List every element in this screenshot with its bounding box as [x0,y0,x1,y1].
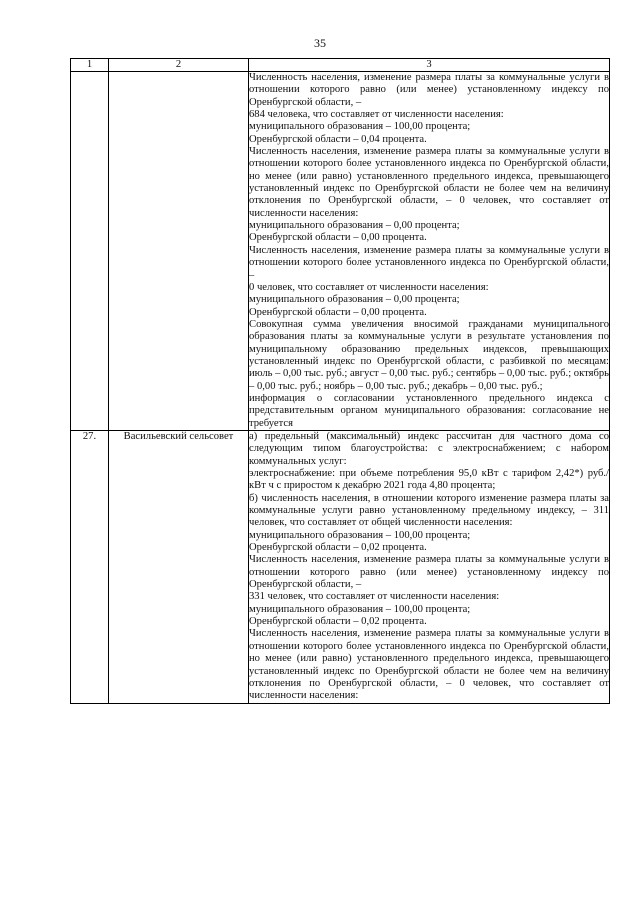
row-number-cell [71,72,109,431]
description-cell [249,72,610,431]
paragraph: Численность населения, изменение размера платы за коммунальные услуги в отношении которого более установленного индекса по Оренбургской области, но менее (или равно) установленного предельного индекса, превышающего установленный индекс по Оренбургской области не более чем на величину отклонения по Оренбургской области, – 0 человек, что составляет от численности населения: [249,628,609,702]
description-cell [249,430,610,703]
municipality-name-cell [109,72,249,431]
paragraph: Численность населения, изменение размера платы за коммунальные услуги в отношении которого равно (или менее) установленному индексу по Оренбургской области, – [249,554,609,591]
paragraph: Совокупная сумма увеличения вносимой гражданами муниципального образования платы за коммунальные услуги в результате установления по муниципальному образованию предельных индексов, превышающих установленный индекс по Оренбургской области, с разбивкой по месяцам: июль – 0,00 тыс. руб.; август – 0,00 тыс. руб.; сентябрь – 0,00 тыс. руб.; октябрь – 0,00 тыс. руб.; ноябрь – 0,00 тыс. руб.; декабрь – 0,00 тыс. руб.; [249,318,609,392]
row-number-cell: 27. [71,430,109,703]
paragraph: б) численность населения, в отношении которого изменение размера платы за коммунальные услуги равно установленному предельному индексу, – 311 человек, что составляет от общей численности населения: [249,492,609,529]
paragraph: Численность населения, изменение размера платы за коммунальные услуги в отношении которого более установленного индекса по Оренбургской области, но менее (или равно) установленного предельного индекса, превышающего установленный индекс по Оренбургской области не более чем на величину отклонения по Оренбургской области, – 0 человек, что составляет от численности населения: [249,146,609,219]
paragraph: Численность населения, изменение размера платы за коммунальные услуги в отношении которого более установленного индекса по Оренбургской области, – [249,244,609,281]
table-header-row [71,59,610,72]
paragraph: муниципального образования – 100,00 процента; [249,121,471,133]
paragraph: а) предельный (максимальный) индекс рассчитан для частного дома со следующим типом благоустройства: с электроснабжением; с набором коммунальных услуг: [249,430,609,467]
paragraph: муниципального образования – 0,00 процента; [249,294,460,306]
municipality-name-cell: Васильевский сельсовет [109,430,249,703]
paragraph: Оренбургской области – 0,04 процента. [249,133,427,145]
paragraph: муниципального образования – 0,00 процента; [249,220,460,232]
paragraph: Оренбургской области – 0,00 процента. [249,232,427,244]
paragraph: Численность населения, изменение размера платы за коммунальные услуги в отношении которого равно (или менее) установленному индексу по Оренбургской области, – [249,72,609,108]
paragraph: 0 человек, что составляет от численности населения: [249,281,489,293]
table-row-27 [71,430,610,703]
paragraph: 684 человека, что составляет от численности населения: [249,109,504,121]
data-table [70,58,610,704]
paragraph: 331 человек, что составляет от численности населения: [249,591,500,603]
paragraph: муниципального образования – 100,00 процента; [249,529,471,541]
paragraph: электроснабжение: при объеме потребления 95,0 кВт с тарифом 2,42*) руб./кВт ч с приростом к декабрю 2021 года 4,80 процента; [249,468,609,492]
paragraph: Оренбургской области – 0,02 процента. [249,616,427,628]
paragraph: муниципального образования – 100,00 процента; [249,603,471,615]
page-number: 35 [314,36,326,50]
paragraph: Оренбургской области – 0,00 процента. [249,306,427,318]
column-header-3: 3 [249,59,610,72]
paragraph: Оренбургской области – 0,02 процента. [249,542,427,554]
column-header-1: 1 [71,59,109,72]
column-header-2: 2 [109,59,249,72]
paragraph: информация о согласовании установленного предельного индекса с представительным органом муниципального образования: согласование не требуется [249,392,609,429]
table-row-continuation [71,72,610,431]
